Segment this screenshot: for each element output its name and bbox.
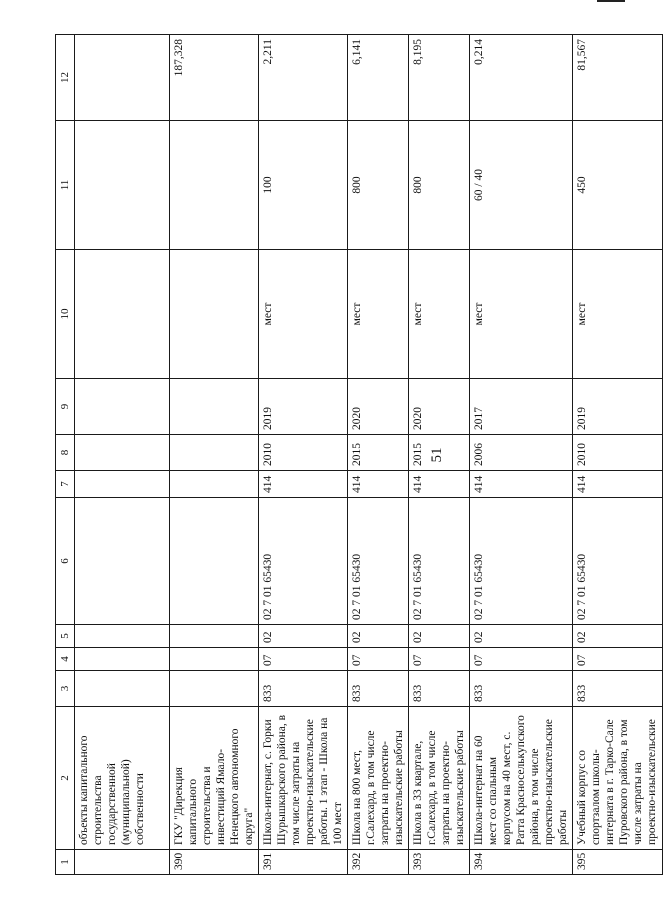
column-header: 4 [56, 648, 75, 671]
unit: мест [348, 250, 409, 379]
target-article-code: 02 7 01 65430 [573, 498, 663, 625]
capacity: 100 [259, 121, 348, 250]
unit: мест [573, 250, 663, 379]
column-header: 7 [56, 471, 75, 498]
capacity [170, 121, 259, 250]
table-row [259, 35, 348, 875]
subsection-code: 02 [470, 625, 573, 648]
object-name: Школа в 33 квартале, г.Салехард, в том числе затраты на проектно-изыскательские работы [409, 707, 470, 850]
end-year: 2020 [409, 379, 470, 435]
capacity: 800 [409, 121, 470, 250]
subsection-code: 02 [573, 625, 663, 648]
amount: 8,195 [409, 35, 470, 121]
column-header: 8 [56, 435, 75, 471]
end-year: 2017 [470, 379, 573, 435]
column-header: 10 [56, 250, 75, 379]
ministry-code [75, 671, 170, 707]
table-row [470, 35, 573, 875]
table-row [170, 35, 259, 875]
unit: мест [259, 250, 348, 379]
start-year: 2010 [259, 435, 348, 471]
end-year [170, 379, 259, 435]
row-number: 395 [573, 850, 663, 875]
budget-table [55, 34, 663, 875]
scan-edge-mark [597, 0, 625, 2]
expense-type-code: 414 [409, 471, 470, 498]
capacity: 800 [348, 121, 409, 250]
capacity: 450 [573, 121, 663, 250]
target-article-code: 02 7 01 65430 [259, 498, 348, 625]
object-name: объекты капитального строительства государственной (муниципальной) собственности [75, 707, 170, 850]
start-year: 2010 [573, 435, 663, 471]
column-header: 3 [56, 671, 75, 707]
column-header: 6 [56, 498, 75, 625]
end-year: 2019 [573, 379, 663, 435]
object-name: Школа-интернат на 60 мест со спальным корпусом на 40 мест, с. Ратта Красноселькупского района, в том числе проектно-изыскательские работы [470, 707, 573, 850]
subsection-code: 02 [409, 625, 470, 648]
section-code: 07 [409, 648, 470, 671]
table-row [348, 35, 409, 875]
section-code [170, 648, 259, 671]
table-row [573, 35, 663, 875]
row-number [75, 850, 170, 875]
ministry-code [170, 671, 259, 707]
column-header: 11 [56, 121, 75, 250]
ministry-code: 833 [259, 671, 348, 707]
unit [75, 250, 170, 379]
row-number: 394 [470, 850, 573, 875]
expense-type-code [75, 471, 170, 498]
object-name: Школа-интернат, с. Горки Шурышкарского района, в том числе затраты на проектно-изыскательские работы. 1 этап - Школа на 100 мест [259, 707, 348, 850]
ministry-code: 833 [573, 671, 663, 707]
expense-type-code: 414 [573, 471, 663, 498]
table-row [75, 35, 170, 875]
end-year: 2019 [259, 379, 348, 435]
section-code: 07 [573, 648, 663, 671]
expense-type-code: 414 [470, 471, 573, 498]
target-article-code: 02 7 01 65430 [348, 498, 409, 625]
end-year [75, 379, 170, 435]
object-name: Школа на 800 мест, г.Салехард, в том числе затраты на проектно-изыскательские работы [348, 707, 409, 850]
column-header: 9 [56, 379, 75, 435]
ministry-code: 833 [470, 671, 573, 707]
amount [75, 35, 170, 121]
subsection-code [170, 625, 259, 648]
ministry-code: 833 [409, 671, 470, 707]
object-name: Учебный корпус со спортзалом школы-интерната в г. Тарко-Сале Пуровского района, в том числе затраты на проектно-изыскательские [573, 707, 663, 850]
section-code: 07 [259, 648, 348, 671]
subsection-code [75, 625, 170, 648]
target-article-code: 02 7 01 65430 [409, 498, 470, 625]
capacity: 60 / 40 [470, 121, 573, 250]
amount: 0,214 [470, 35, 573, 121]
section-code: 07 [470, 648, 573, 671]
amount: 81,567 [573, 35, 663, 121]
start-year [75, 435, 170, 471]
column-header: 5 [56, 625, 75, 648]
end-year: 2020 [348, 379, 409, 435]
target-article-code [170, 498, 259, 625]
capacity [75, 121, 170, 250]
start-year: 2015 [348, 435, 409, 471]
section-code: 07 [348, 648, 409, 671]
expense-type-code: 414 [348, 471, 409, 498]
object-name: ГКУ "Дирекция капитального строительства и инвестиций Ямало-Ненецкого автономного округа" [170, 707, 259, 850]
column-header: 1 [56, 850, 75, 875]
unit: мест [470, 250, 573, 379]
unit: мест [409, 250, 470, 379]
target-article-code [75, 498, 170, 625]
start-year [170, 435, 259, 471]
page-number: 51 [429, 447, 445, 463]
subsection-code: 02 [348, 625, 409, 648]
expense-type-code: 414 [259, 471, 348, 498]
target-article-code: 02 7 01 65430 [470, 498, 573, 625]
column-header: 12 [56, 35, 75, 121]
amount: 6,141 [348, 35, 409, 121]
subsection-code: 02 [259, 625, 348, 648]
start-year: 2006 [470, 435, 573, 471]
row-number: 393 [409, 850, 470, 875]
amount: 2,211 [259, 35, 348, 121]
rotated-page [55, 35, 658, 875]
unit [170, 250, 259, 379]
section-code [75, 648, 170, 671]
ministry-code: 833 [348, 671, 409, 707]
amount: 187,328 [170, 35, 259, 121]
start-year: 2015 [409, 435, 470, 471]
row-number: 392 [348, 850, 409, 875]
column-number-row [56, 35, 75, 875]
row-number: 390 [170, 850, 259, 875]
row-number: 391 [259, 850, 348, 875]
expense-type-code [170, 471, 259, 498]
column-header: 2 [56, 707, 75, 850]
